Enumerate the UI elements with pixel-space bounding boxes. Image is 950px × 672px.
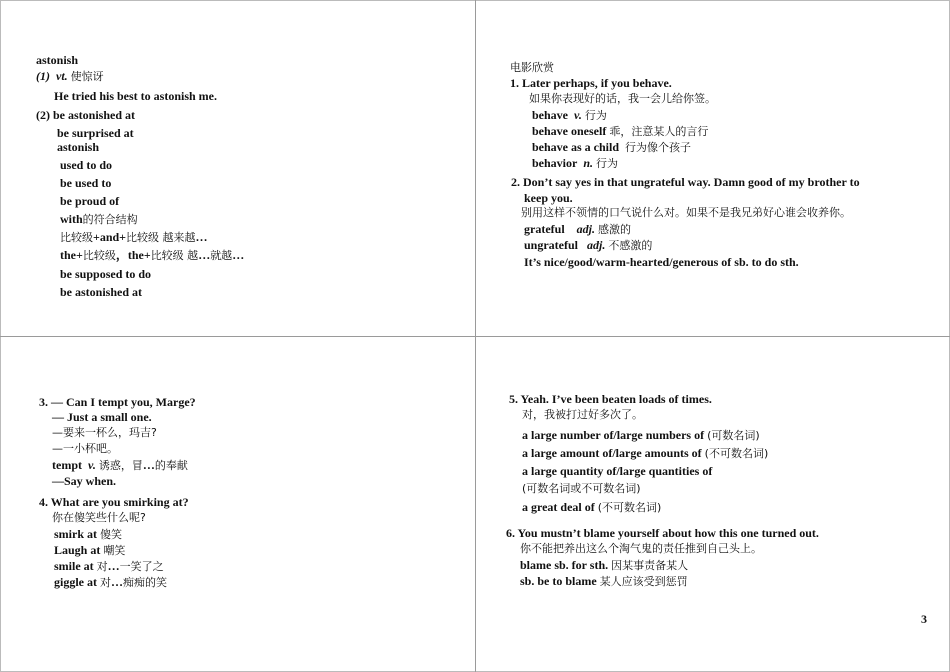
quote-4-translation: 你在傻笑些什么呢?	[52, 511, 146, 524]
quote-3-translation-2: —一小杯吧。	[52, 442, 118, 455]
vocab-ungrateful	[524, 238, 652, 253]
vocab-tempt-cn-1: 诱惑，冒	[98, 459, 143, 472]
comp2-a: the+	[60, 248, 83, 262]
vocab-blame-be	[520, 574, 688, 589]
vocab-ungrateful-pos: adj.	[587, 238, 606, 252]
vocab-large-amount-cn: (不可数名词)	[704, 447, 769, 460]
comp1-a: 比较级	[60, 231, 93, 244]
comparative-structure-1	[60, 230, 208, 245]
comp1-d: …	[195, 230, 208, 244]
list-item: be used to	[60, 176, 112, 190]
vocab-grateful	[524, 222, 631, 237]
list-item: used to do	[60, 158, 113, 172]
vocab-behave-pos: v.	[574, 108, 582, 122]
list-item: astonish	[57, 140, 100, 154]
quote-6-translation: 你不能把养出这么个淘气鬼的责任推到自己头上。	[520, 542, 762, 555]
sense-1-pos: vt.	[56, 69, 68, 83]
quote-2-line-1: 2. Don’t say yes in that ungrateful way. Damn good of my brother to	[511, 175, 860, 189]
quote-3-translation-1: —要来一杯么，玛吉?	[52, 426, 157, 439]
quote-3-reply: — Just a small one.	[52, 410, 152, 424]
quote-1: 1. Later perhaps, if you behave.	[510, 76, 672, 90]
vocab-ungrateful-en: ungrateful	[524, 238, 578, 252]
vocab-behave-child-cn: 行为像个孩子	[625, 141, 692, 154]
quote-6: 6. You mustn’t blame yourself about how this one turned out.	[506, 526, 819, 540]
horizontal-divider	[0, 336, 950, 337]
vocab-giggle-cn-1: 对	[100, 576, 111, 589]
pattern-its-nice: It’s nice/good/warm-hearted/generous of sb. to do sth.	[524, 255, 799, 269]
vocab-blame-for	[520, 558, 688, 573]
comp2-f: 就越	[210, 249, 233, 262]
vocab-large-number-cn: (可数名词)	[707, 429, 760, 442]
vocab-ungrateful-cn: 不感激的	[608, 239, 653, 252]
vocab-large-number-en: a large number of/large numbers of	[522, 428, 705, 442]
vocab-blame-be-cn: 某人应该受到惩罚	[599, 575, 688, 588]
vocab-behave-cn: 行为	[584, 109, 607, 122]
vocab-tempt-dots: …	[142, 458, 155, 472]
vocab-laugh-cn: 嘲笑	[103, 544, 126, 557]
quote-3: 3. — Can I tempt you, Marge?	[39, 395, 196, 409]
comp1-c: 比较级 越来越	[126, 231, 196, 244]
vocab-blame-be-en: sb. be to blame	[520, 574, 597, 588]
vocab-large-amount-en: a large amount of/large amounts of	[522, 446, 702, 460]
vocab-smile-en: smile at	[54, 559, 94, 573]
vocab-laugh	[54, 543, 125, 558]
vocab-behave-en: behave	[532, 108, 568, 122]
vocab-blame-for-en: blame sb. for sth.	[520, 558, 609, 572]
vocab-behavior	[532, 156, 618, 171]
quote-4: 4. What are you smirking at?	[39, 495, 189, 509]
sense-2: (2) be astonished at	[36, 108, 136, 122]
vocab-giggle-en: giggle at	[54, 575, 97, 589]
vocab-tempt	[52, 458, 188, 473]
section-title: 电影欣赏	[510, 61, 554, 74]
with-structure	[60, 212, 138, 227]
vocab-laugh-en: Laugh at	[54, 543, 101, 557]
list-item: be astonished at	[60, 285, 143, 299]
vocab-large-quantity: a large quantity of/large quantities of	[522, 464, 713, 478]
example-1: He tried his best to astonish me.	[54, 89, 217, 103]
vocab-tempt-cn-2: 的奉献	[154, 459, 188, 472]
vocab-giggle-dots: …	[111, 575, 123, 589]
vocab-large-amount	[522, 446, 768, 461]
vocab-behavior-en: behavior	[532, 156, 578, 170]
with-cn: 的符合结构	[82, 213, 138, 226]
vocab-behavior-pos: n.	[583, 156, 594, 170]
vocab-large-number	[522, 428, 760, 443]
quote-5: 5. Yeah. I’ve been beaten loads of times.	[509, 392, 712, 406]
vocab-smirk-cn: 傻笑	[100, 528, 122, 541]
sense-1-number: (1)	[36, 69, 50, 83]
list-item: be proud of	[60, 194, 120, 208]
quote-2-line-2: keep you.	[524, 191, 573, 205]
vocab-blame-for-cn: 因某事责备某人	[611, 559, 689, 572]
list-item: be surprised at	[57, 126, 134, 140]
quote-5-translation: 对，我被打过好多次了。	[522, 408, 643, 421]
say-when: —Say when.	[52, 474, 117, 488]
sense-1-meaning: 使惊讶	[70, 70, 104, 83]
vocab-smile-dots: …	[107, 559, 120, 573]
vocab-smile	[54, 559, 164, 574]
vocab-smirk-en: smirk at	[54, 527, 97, 541]
comp2-e: …	[198, 248, 211, 262]
with-en: with	[60, 212, 83, 226]
vocab-behave-oneself-cn: 乖，注意某人的言行	[609, 125, 709, 138]
comp1-b: +and+	[93, 230, 127, 244]
comp2-b: 比较级	[82, 249, 116, 262]
vocab-giggle-cn-2: 痴痴的笑	[123, 576, 167, 589]
comp2-d: 比较级 越	[150, 249, 199, 262]
vocab-grateful-cn: 感激的	[598, 223, 631, 236]
vocab-smile-cn-2: 一笑了之	[119, 560, 164, 573]
heading-astonish: astonish	[36, 53, 79, 67]
vocab-smile-cn-1: 对	[96, 560, 108, 573]
list-item: be supposed to do	[60, 267, 152, 281]
vocab-smirk	[54, 527, 122, 542]
vocab-great-deal-en: a great deal of	[522, 500, 595, 514]
sense-1	[36, 69, 104, 84]
vocab-behave	[532, 108, 607, 123]
vocab-behave-child-en: behave as a child	[532, 140, 620, 154]
comp2-c: ，the+	[115, 248, 151, 262]
quote-2-translation: 别用这样不领情的口气说什么对。如果不是我兄弟好心谁会收养你。	[521, 206, 851, 219]
vocab-giggle	[54, 575, 167, 590]
comparative-structure-2	[60, 248, 244, 263]
vocab-great-deal	[522, 500, 661, 515]
vocab-grateful-pos: adj.	[576, 222, 595, 236]
vocab-large-quantity-cn: (可数名词或不可数名词)	[522, 482, 641, 495]
vocab-tempt-en: tempt	[52, 458, 82, 472]
vocab-grateful-en: grateful	[524, 222, 565, 236]
comp2-g: …	[232, 248, 245, 262]
vocab-behave-as-child	[532, 140, 691, 155]
vocab-great-deal-cn: (不可数名词)	[597, 501, 662, 514]
vocab-behave-oneself	[532, 124, 708, 139]
page-number: 3	[921, 612, 927, 626]
vocab-behave-oneself-en: behave oneself	[532, 124, 607, 138]
quote-1-translation: 如果你表现好的话，我一会儿给你签。	[529, 92, 716, 105]
vocab-behavior-cn: 行为	[596, 157, 619, 170]
vocab-tempt-pos: v.	[88, 458, 96, 472]
